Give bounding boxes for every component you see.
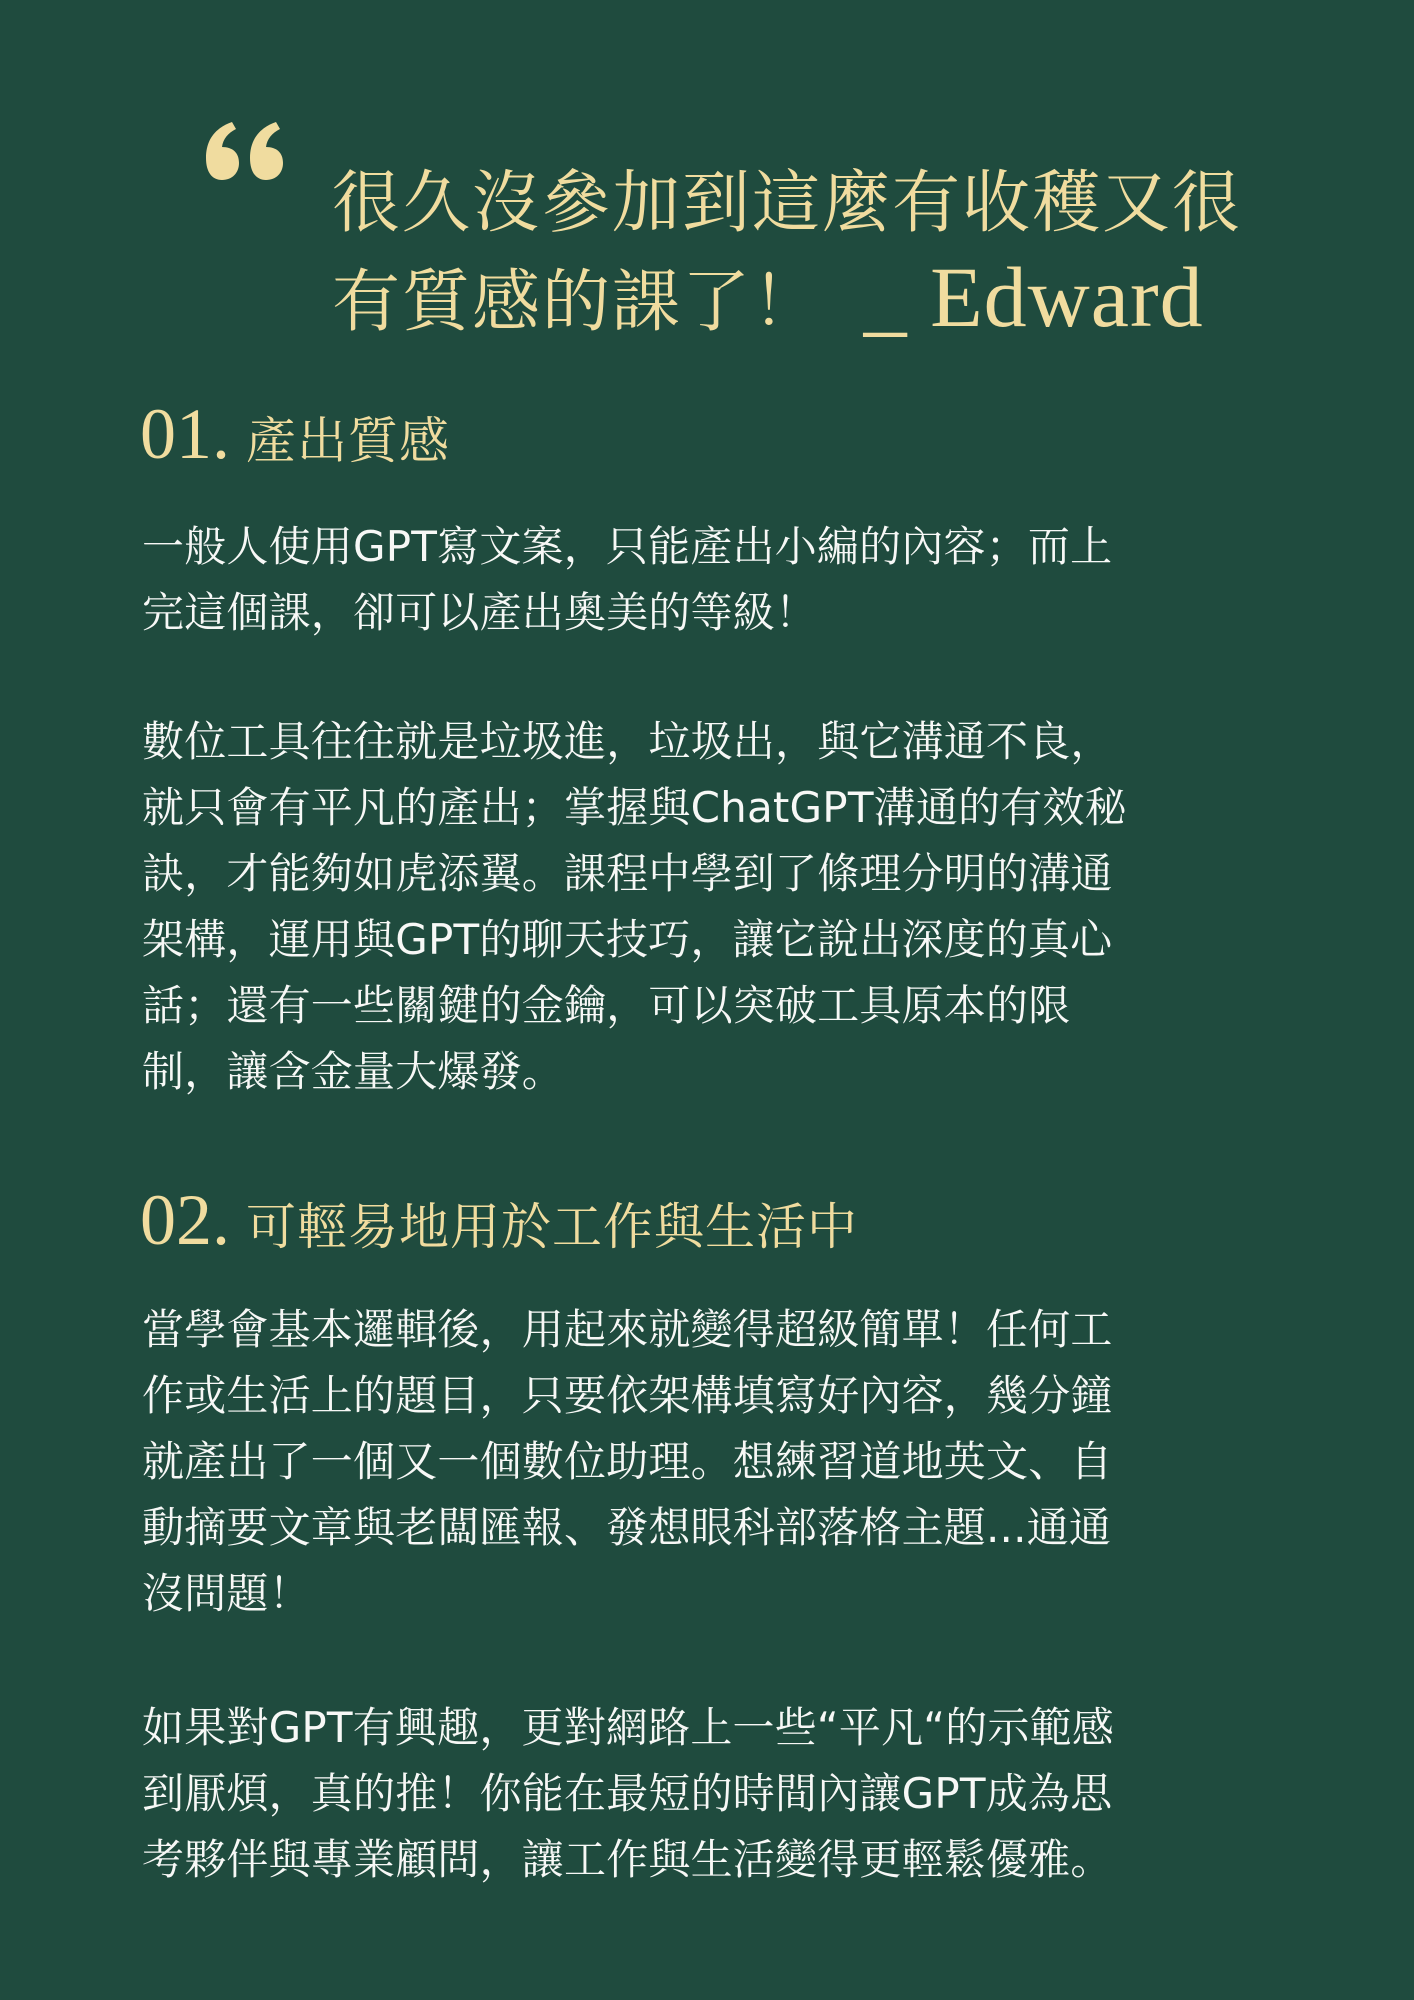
section-title: 產出質感 — [246, 412, 450, 470]
section-heading-01 — [140, 394, 450, 474]
quote-line: 很久沒參加到這麼有收穫又很 — [332, 164, 1243, 243]
section-01-paragraph-2 — [142, 709, 1127, 1105]
section-01-paragraph-1 — [142, 514, 1112, 646]
paragraph-line: 如果對GPT有興趣，更對網路上一些“平凡“的示範感 — [142, 1703, 1115, 1752]
paragraph-line: 架構，運用與GPT的聊天技巧，讓它說出深度的真心 — [142, 915, 1113, 964]
paragraph-line: 數位工具往往就是垃圾進，垃圾出，與它溝通不良， — [142, 717, 1113, 766]
quote-line — [332, 250, 1232, 349]
paragraph-line: 訣，才能夠如虎添翼。課程中學到了條理分明的溝通 — [142, 849, 1113, 898]
section-number: 02. — [140, 1180, 230, 1260]
quote-icon — [196, 110, 292, 206]
quote-author: _ Edward — [863, 249, 1204, 345]
section-title: 可輕易地用於工作與生活中 — [246, 1198, 858, 1256]
paragraph-line: 考夥伴與專業顧問，讓工作與生活變得更輕鬆優雅。 — [142, 1835, 1113, 1884]
paragraph-line: 就產出了一個又一個數位助理。想練習道地英文、自 — [142, 1437, 1113, 1486]
quote-line-text: 有質感的課了！ — [332, 263, 823, 342]
paragraph-line: 作或生活上的題目，只要依架構填寫好內容，幾分鐘 — [142, 1371, 1113, 1420]
paragraph-line: 到厭煩，真的推！你能在最短的時間內讓GPT成為思 — [142, 1769, 1113, 1818]
paragraph-line: 動摘要文章與老闆匯報、發想眼科部落格主題...通通 — [142, 1503, 1112, 1552]
paragraph-line: 就只會有平凡的產出；掌握與ChatGPT溝通的有效秘 — [142, 783, 1127, 832]
testimonial-quote — [332, 158, 1243, 349]
paragraph-line: 一般人使用GPT寫文案，只能產出小編的內容；而上 — [142, 522, 1113, 571]
paragraph-line: 完這個課，卻可以產出奧美的等級！ — [142, 588, 818, 637]
section-heading-02 — [140, 1180, 858, 1260]
section-02-paragraph-1 — [142, 1297, 1113, 1627]
paragraph-line: 沒問題！ — [142, 1569, 311, 1618]
paragraph-line: 制，讓含金量大爆發。 — [142, 1047, 565, 1096]
paragraph-line: 當學會基本邏輯後，用起來就變得超級簡單！任何工 — [142, 1305, 1113, 1354]
section-02-paragraph-2 — [142, 1695, 1114, 1893]
section-number: 01. — [140, 394, 230, 474]
paragraph-line: 話；還有一些關鍵的金鑰，可以突破工具原本的限 — [142, 981, 1071, 1030]
